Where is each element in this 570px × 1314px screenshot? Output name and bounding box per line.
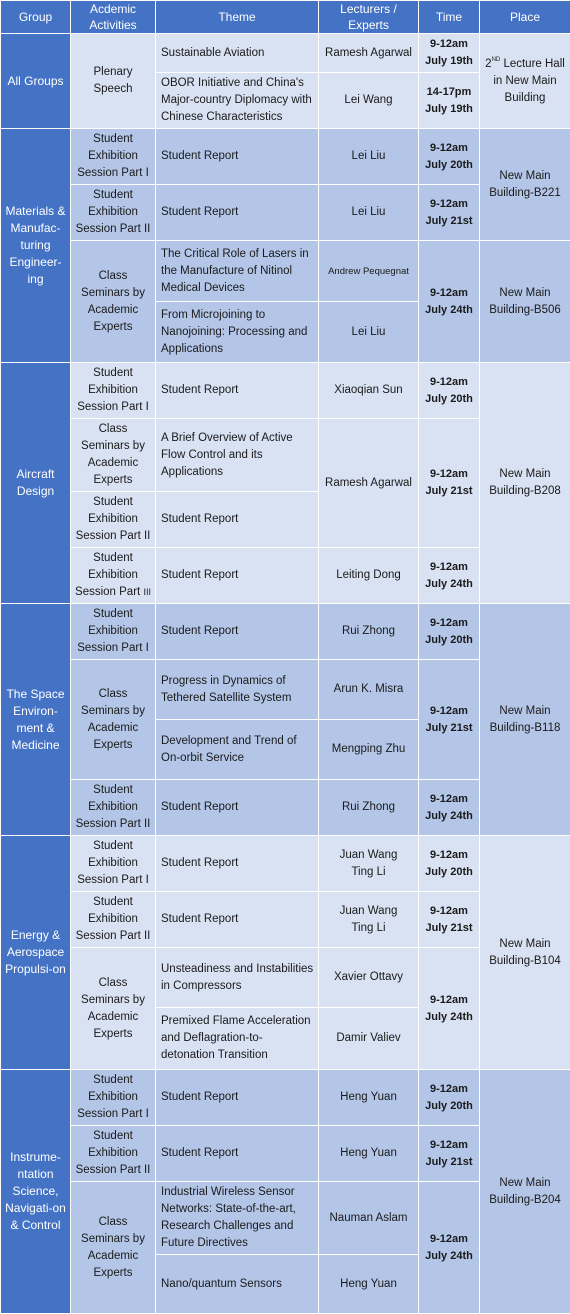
time-cell	[419, 780, 480, 836]
table-row	[1, 836, 570, 892]
activity-cell: Student Exhibition Session Part II	[71, 1126, 156, 1182]
time-date: July 24th	[425, 578, 473, 590]
time-hours: 9-12am	[430, 561, 468, 573]
place-cell	[480, 34, 570, 129]
time-cell	[419, 73, 480, 129]
activity-cell: Student Exhibition Session Part I	[71, 604, 156, 660]
time-date: July 21st	[425, 485, 472, 497]
place-cell: New Main Building-B104	[480, 836, 570, 1070]
time-cell	[419, 185, 480, 241]
activity-cell: Class Seminars by Academic Experts	[71, 419, 156, 492]
group-cell: Aircraft Design	[1, 363, 71, 604]
theme-cell: Student Report	[156, 492, 319, 548]
lecturer-name: Ting Li	[351, 922, 385, 934]
header-activities: Acdemic Activities	[71, 1, 156, 34]
time-date: July 19th	[425, 55, 473, 67]
lecturer-cell: Lei Liu	[319, 129, 419, 185]
activity-cell: Class Seminars by Academic Experts	[71, 948, 156, 1070]
time-cell	[419, 419, 480, 548]
place-name: Lecture Hall in New Main Building	[493, 58, 564, 104]
time-date: July 19th	[425, 103, 473, 115]
table-row	[1, 604, 570, 660]
time-date: July 24th	[425, 1011, 473, 1023]
time-hours: 9-12am	[430, 994, 468, 1006]
activity-text: Student Exhibition Session Part	[75, 552, 143, 598]
activity-cell	[71, 548, 156, 604]
lecturer-cell: Rui Zhong	[319, 780, 419, 836]
lecturer-name: Juan Wang	[340, 849, 398, 861]
time-date: July 21st	[425, 722, 472, 734]
time-hours: 9-12am	[430, 905, 468, 917]
theme-cell: Premixed Flame Acceleration and Deflagration-to-detonation Transition	[156, 1008, 319, 1070]
header-theme: Theme	[156, 1, 319, 34]
activity-cell: Student Exhibition Session Part I	[71, 129, 156, 185]
time-hours: 9-12am	[430, 705, 468, 717]
header-group: Group	[1, 1, 71, 34]
header-row	[1, 1, 570, 34]
time-hours: 9-12am	[430, 1139, 468, 1151]
time-hours: 9-12am	[430, 376, 468, 388]
group-cell: Instrume-ntation Science, Navigati-on & Control	[1, 1070, 71, 1314]
time-date: July 24th	[425, 1250, 473, 1262]
time-cell	[419, 604, 480, 660]
lecturer-cell: Andrew Pequegnat	[319, 241, 419, 302]
time-date: July 24th	[425, 810, 473, 822]
theme-cell: Nano/quantum Sensors	[156, 1255, 319, 1314]
lecturer-cell: Lei Liu	[319, 302, 419, 363]
header-lecturers: Lecturers / Experts	[319, 1, 419, 34]
activity-part-number: III	[143, 587, 151, 597]
theme-cell: Student Report	[156, 129, 319, 185]
theme-cell: Student Report	[156, 363, 319, 419]
lecturer-cell: Nauman Aslam	[319, 1182, 419, 1255]
lecturer-cell: Leiting Dong	[319, 548, 419, 604]
lecturer-cell: Heng Yuan	[319, 1126, 419, 1182]
time-date: July 21st	[425, 1156, 472, 1168]
group-cell: Materials & Manufac-turing Engineer-ing	[1, 129, 71, 363]
theme-cell: Sustainable Aviation	[156, 34, 319, 73]
activity-cell: Student Exhibition Session Part II	[71, 492, 156, 548]
time-cell	[419, 1126, 480, 1182]
lecturer-cell: Heng Yuan	[319, 1070, 419, 1126]
theme-cell: Student Report	[156, 1126, 319, 1182]
theme-cell: Student Report	[156, 604, 319, 660]
theme-cell: Unsteadiness and Instabilities in Compressors	[156, 948, 319, 1008]
place-ordinal: 2	[485, 58, 491, 70]
table-row	[1, 1070, 570, 1126]
time-date: July 21st	[425, 922, 472, 934]
group-cell: Energy & Aerospace Propulsi-on	[1, 836, 71, 1070]
group-cell: All Groups	[1, 34, 71, 129]
time-hours: 9-12am	[430, 849, 468, 861]
theme-cell: Student Report	[156, 548, 319, 604]
lecturer-cell: Arun K. Misra	[319, 660, 419, 720]
theme-cell: A Brief Overview of Active Flow Control and its Applications	[156, 419, 319, 492]
theme-cell: Student Report	[156, 185, 319, 241]
time-hours: 9-12am	[430, 142, 468, 154]
theme-cell: The Critical Role of Lasers in the Manufacture of Nitinol Medical Devices	[156, 241, 319, 302]
group-cell: The Space Environ-ment & Medicine	[1, 604, 71, 836]
activity-cell: Student Exhibition Session Part I	[71, 836, 156, 892]
time-date: July 20th	[425, 634, 473, 646]
place-cell: New Main Building-B506	[480, 241, 570, 363]
lecturer-cell: Lei Liu	[319, 185, 419, 241]
time-cell	[419, 836, 480, 892]
lecturer-cell: Xiaoqian Sun	[319, 363, 419, 419]
lecturer-cell: Damir Valiev	[319, 1008, 419, 1070]
time-hours: 9-12am	[430, 1233, 468, 1245]
time-date: July 20th	[425, 159, 473, 171]
time-cell	[419, 660, 480, 780]
theme-cell: Student Report	[156, 892, 319, 948]
time-cell	[419, 241, 480, 363]
time-date: July 20th	[425, 393, 473, 405]
lecturer-cell: Heng Yuan	[319, 1255, 419, 1314]
time-hours: 9-12am	[430, 793, 468, 805]
lecturer-cell: Lei Wang	[319, 73, 419, 129]
lecturer-cell	[319, 836, 419, 892]
activity-cell: Student Exhibition Session Part II	[71, 780, 156, 836]
time-date: July 20th	[425, 1100, 473, 1112]
time-date: July 21st	[425, 215, 472, 227]
time-date: July 24th	[425, 304, 473, 316]
time-cell	[419, 548, 480, 604]
activity-cell: Class Seminars by Academic Experts	[71, 660, 156, 780]
time-hours: 14-17pm	[427, 86, 472, 98]
lecturer-cell: Ramesh Agarwal	[319, 34, 419, 73]
lecturer-cell: Rui Zhong	[319, 604, 419, 660]
time-hours: 9-12am	[430, 1083, 468, 1095]
theme-cell: Progress in Dynamics of Tethered Satellite System	[156, 660, 319, 720]
time-hours: 9-12am	[430, 287, 468, 299]
activity-cell: Class Seminars by Academic Experts	[71, 1182, 156, 1314]
time-hours: 9-12am	[430, 38, 468, 50]
activity-cell: Student Exhibition Session Part II	[71, 185, 156, 241]
place-cell: New Main Building-B118	[480, 604, 570, 836]
time-hours: 9-12am	[430, 617, 468, 629]
time-hours: 9-12am	[430, 198, 468, 210]
lecturer-cell	[319, 892, 419, 948]
time-hours: 9-12am	[430, 468, 468, 480]
header-time: Time	[419, 1, 480, 34]
time-cell	[419, 1182, 480, 1314]
lecturer-cell: Xavier Ottavy	[319, 948, 419, 1008]
table-row	[1, 363, 570, 419]
place-cell: New Main Building-B208	[480, 363, 570, 604]
time-date: July 20th	[425, 866, 473, 878]
theme-cell: Industrial Wireless Sensor Networks: State-of-the-art, Research Challenges and Future Directives	[156, 1182, 319, 1255]
activity-cell: Student Exhibition Session Part I	[71, 1070, 156, 1126]
time-cell	[419, 892, 480, 948]
place-cell: New Main Building-B204	[480, 1070, 570, 1314]
place-cell: New Main Building-B221	[480, 129, 570, 241]
theme-cell: OBOR Initiative and China's Major-country Diplomacy with Chinese Characteristics	[156, 73, 319, 129]
lecturer-cell: Mengping Zhu	[319, 720, 419, 780]
theme-cell: Student Report	[156, 1070, 319, 1126]
activity-cell: Student Exhibition Session Part II	[71, 892, 156, 948]
time-cell	[419, 1070, 480, 1126]
activity-cell: Class Seminars by Academic Experts	[71, 241, 156, 363]
lecturer-name: Juan Wang	[340, 905, 398, 917]
time-cell	[419, 129, 480, 185]
theme-cell: From Microjoining to Nanojoining: Processing and Applications	[156, 302, 319, 363]
theme-cell: Student Report	[156, 836, 319, 892]
table-row	[1, 34, 570, 73]
time-cell	[419, 948, 480, 1070]
lecturer-cell: Ramesh Agarwal	[319, 419, 419, 548]
theme-cell: Development and Trend of On-orbit Service	[156, 720, 319, 780]
table-row	[1, 241, 570, 302]
time-cell	[419, 34, 480, 73]
header-place: Place	[480, 1, 570, 34]
time-cell	[419, 363, 480, 419]
lecturer-name: Ting Li	[351, 866, 385, 878]
theme-cell: Student Report	[156, 780, 319, 836]
activity-cell: Plenary Speech	[71, 34, 156, 129]
place-ordinal-suffix: ND	[492, 57, 501, 63]
table-row	[1, 129, 570, 185]
activity-cell: Student Exhibition Session Part I	[71, 363, 156, 419]
